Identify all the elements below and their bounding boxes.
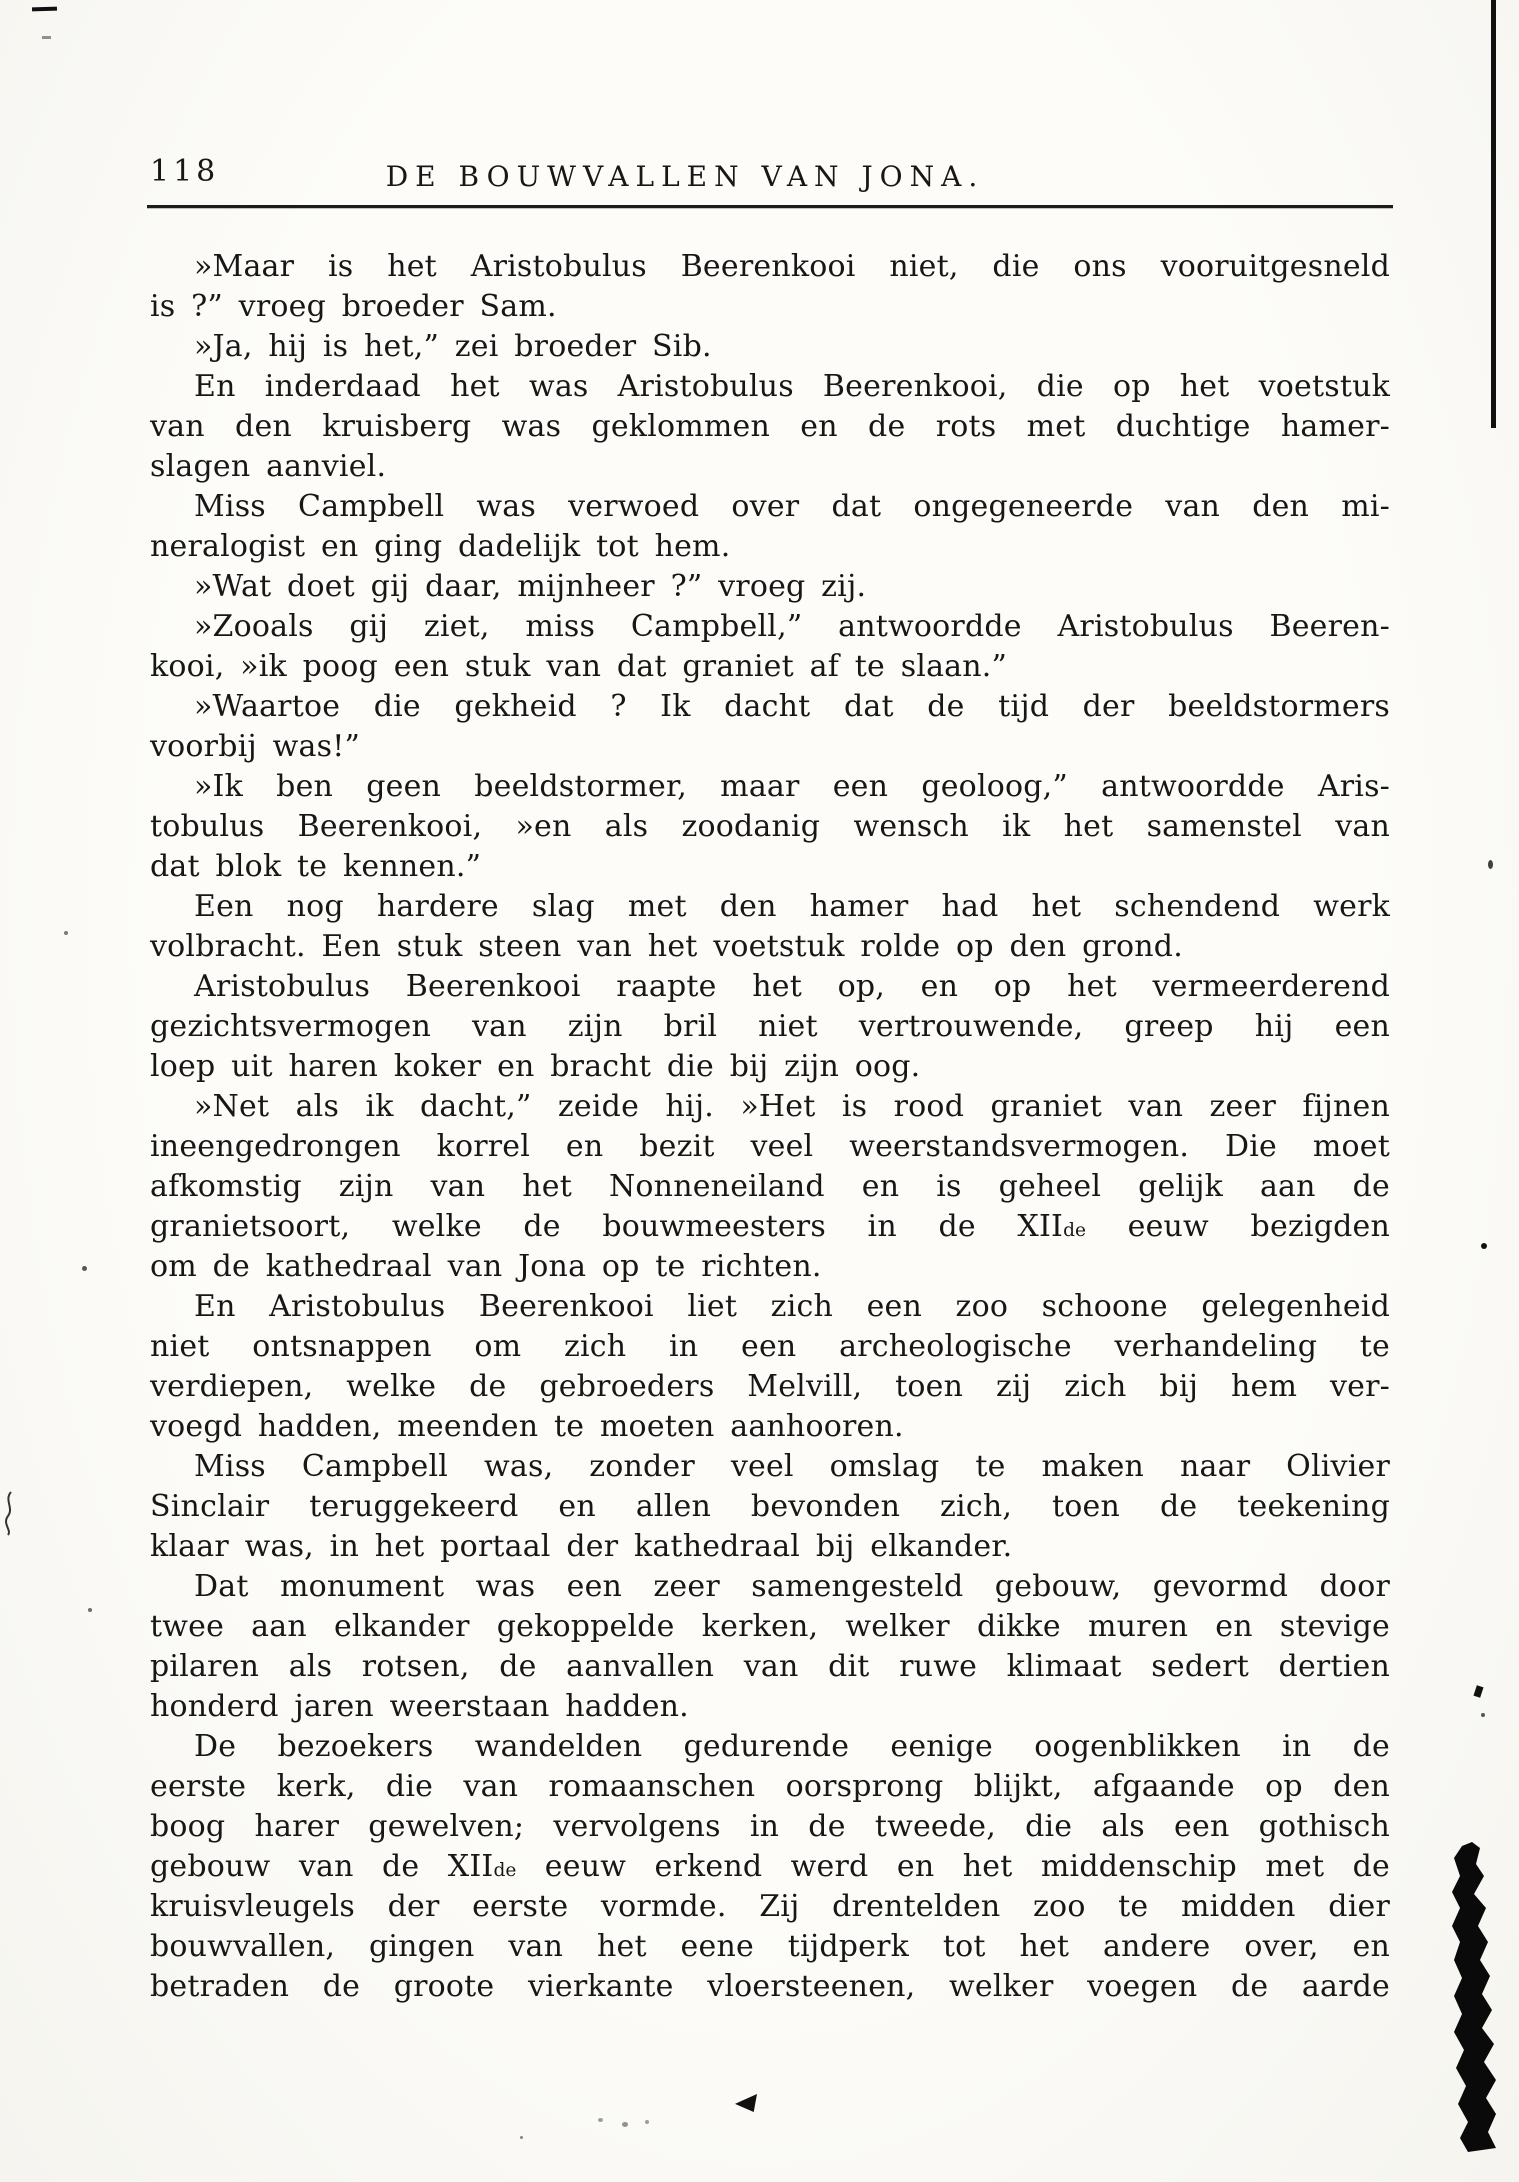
text-line: boog harer gewelven; vervolgens in de tweede, die als een gothisch [150, 1809, 1390, 1844]
text-line: Een nog hardere slag met den hamer had het schendend werk [194, 889, 1390, 924]
running-header-title: DE BOUWVALLEN VAN JONA. [385, 160, 985, 193]
text-line: »Maar is het Aristobulus Beerenkooi niet, die ons vooruitgesneld [194, 249, 1390, 284]
text-line: En Aristobulus Beerenkooi liet zich een zoo schoone gelegenheid [194, 1289, 1390, 1324]
text-line: voegd hadden, meenden te moeten aanhooren. [150, 1409, 904, 1444]
page-number: 118 [150, 154, 220, 189]
scan-artifact-bottom-triangle [735, 2094, 757, 2112]
text-line: verdiepen, welke de gebroeders Melvill, toen zij zich bij hem ver- [150, 1369, 1390, 1404]
text-line: gebouw van de XIIde eeuw erkend werd en het middenschip met de [150, 1849, 1390, 1884]
text-line: gezichtsvermogen van zijn bril niet vertrouwende, greep hij een [150, 1009, 1390, 1044]
text-line: bouwvallen, gingen van het eene tijdperk tot het andere over, en [150, 1929, 1390, 1964]
scan-artifact-right-speck-3 [1473, 1685, 1483, 1698]
text-line: van den kruisberg was geklommen en de rots met duchtige hamer- [150, 409, 1390, 444]
text-line: kooi, »ik poog een stuk van dat graniet af te slaan.” [150, 649, 1008, 684]
text-line: »Net als ik dacht,” zeide hij. »Het is rood graniet van zeer fijnen [194, 1089, 1390, 1124]
text-line: Miss Campbell was verwoed over dat ongegeneerde van den mi- [194, 489, 1390, 524]
text-line: tobulus Beerenkooi, »en als zoodanig wensch ik het samenstel van [150, 809, 1390, 844]
text-line: pilaren als rotsen, de aanvallen van dit ruwe klimaat sedert dertien [150, 1649, 1390, 1684]
text-line: Dat monument was een zeer samengesteld gebouw, gevormd door [194, 1569, 1390, 1604]
text-line: En inderdaad het was Aristobulus Beerenkooi, die op het voetstuk [194, 369, 1390, 404]
ordinal-suffix: de [1063, 1220, 1087, 1241]
text-line: honderd jaren weerstaan hadden. [150, 1689, 689, 1724]
scan-artifact-bottom-dot-4 [520, 2136, 523, 2139]
text-line: ineengedrongen korrel en bezit veel weerstandsvermogen. Die moet [150, 1129, 1390, 1164]
text-line: eerste kerk, die van romaanschen oorsprong blijkt, afgaande op den [150, 1769, 1390, 1804]
text-line: loep uit haren koker en bracht die bij zijn oog. [150, 1049, 921, 1084]
text-line: afkomstig zijn van het Nonneneiland en is geheel gelijk aan de [150, 1169, 1390, 1204]
scan-artifact-right-speck-1 [1488, 860, 1493, 869]
scan-artifact-bottom-right-blob [1438, 1842, 1498, 2152]
text-line: om de kathedraal van Jona op te richten. [150, 1249, 822, 1284]
header-rule [147, 205, 1393, 208]
scan-artifact-left-dot-1 [64, 931, 68, 935]
text-line: Aristobulus Beerenkooi raapte het op, en op het vermeerderend [194, 969, 1390, 1004]
scan-artifact-right-edge-line [1491, 0, 1496, 428]
text-line: betraden de groote vierkante vloersteenen, welker voegen de aarde [150, 1969, 1390, 2004]
scan-artifact-right-speck-4 [1481, 1713, 1485, 1717]
text-line: »Zooals gij ziet, miss Campbell,” antwoordde Aristobulus Beeren- [194, 609, 1390, 644]
text-line: »Wat doet gij daar, mijnheer ?” vroeg zij. [194, 569, 867, 604]
scan-artifact-left-dot-2 [82, 1266, 87, 1271]
scan-artifact-bottom-dot-2 [622, 2122, 628, 2127]
scan-artifact-top-left-dash [32, 7, 57, 12]
text-line: »Ik ben geen beeldstormer, maar een geoloog,” antwoordde Aris- [194, 769, 1390, 804]
text-line: voorbij was!” [150, 729, 361, 764]
text-line: »Waartoe die gekheid ? Ik dacht dat de tijd der beeldstormers [194, 689, 1390, 724]
scan-artifact-top-left-speck [42, 36, 51, 39]
scan-artifact-bottom-dot-3 [645, 2120, 649, 2124]
text-line: De bezoekers wandelden gedurende eenige oogenblikken in de [194, 1729, 1390, 1764]
text-line: dat blok te kennen.” [150, 849, 482, 884]
text-block [150, 247, 1390, 2007]
text-line: volbracht. Een stuk steen van het voetstuk rolde op den grond. [150, 929, 1183, 964]
scan-artifact-left-squiggle [2, 1490, 16, 1536]
text-line: klaar was, in het portaal der kathedraal bij elkander. [150, 1529, 1013, 1564]
scan-artifact-left-dot-3 [88, 1608, 92, 1612]
text-line: twee aan elkander gekoppelde kerken, welker dikke muren en stevige [150, 1609, 1390, 1644]
text-line: slagen aanviel. [150, 449, 387, 484]
text-line: granietsoort, welke de bouwmeesters in de XIIde eeuw bezigden [150, 1209, 1390, 1244]
text-line: Miss Campbell was, zonder veel omslag te maken naar Olivier [194, 1449, 1390, 1484]
scan-artifact-right-speck-2 [1481, 1243, 1487, 1249]
text-line: is ?” vroeg broeder Sam. [150, 289, 557, 324]
text-line: Sinclair teruggekeerd en allen bevonden zich, toen de teekening [150, 1489, 1390, 1524]
scan-artifact-bottom-dot-1 [598, 2118, 603, 2122]
text-line: neralogist en ging dadelijk tot hem. [150, 529, 731, 564]
text-line: niet ontsnappen om zich in een archeologische verhandeling te [150, 1329, 1390, 1364]
text-line: »Ja, hij is het,” zei broeder Sib. [194, 329, 712, 364]
ordinal-suffix: de [493, 1860, 517, 1881]
text-line: kruisvleugels der eerste vormde. Zij drentelden zoo te midden dier [150, 1889, 1390, 1924]
